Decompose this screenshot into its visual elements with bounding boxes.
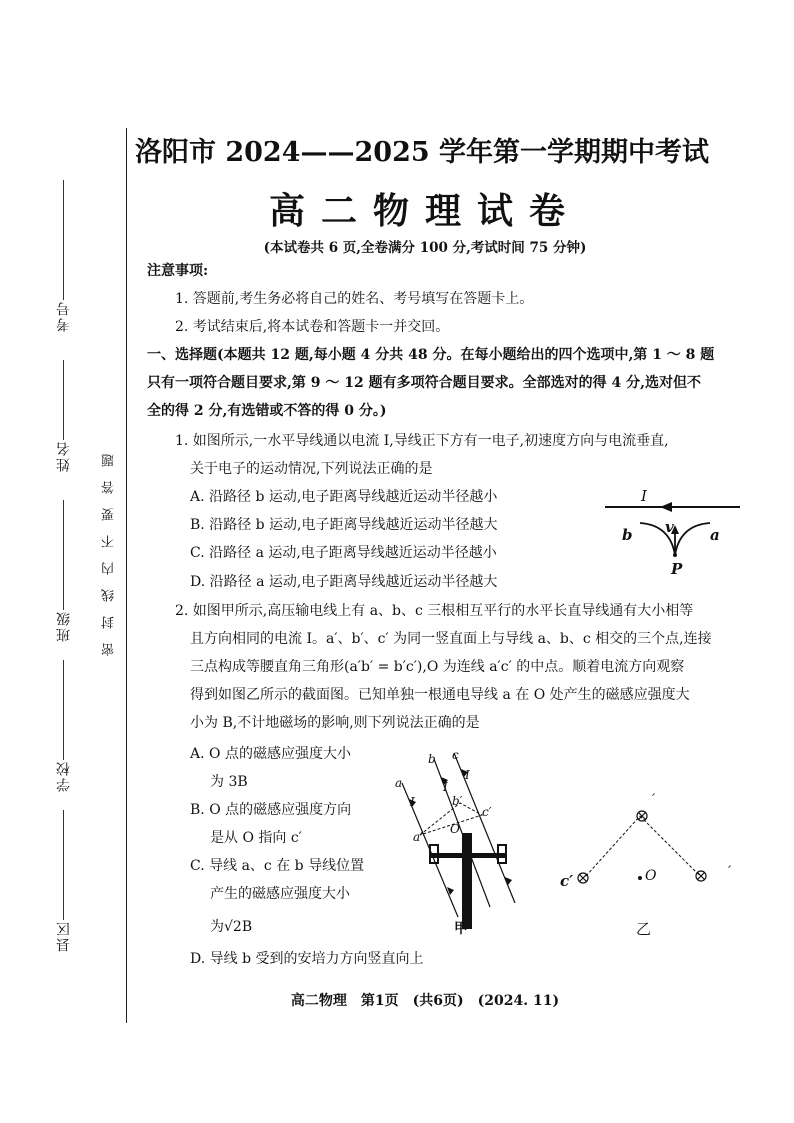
- jia-label-c: c: [452, 748, 459, 762]
- kaohao-label: 考号: [56, 300, 72, 332]
- xuexiao-rule: [63, 660, 64, 760]
- q2-option-c-cont: 为√2B: [210, 919, 253, 935]
- section-instruction: 全的得 2 分,有选错或不答的得 0 分。): [147, 403, 387, 419]
- jia-label-i2: I: [443, 780, 448, 794]
- q2-figure-jia: [390, 745, 530, 930]
- xingming-rule: [63, 360, 64, 440]
- yi-right-mark: ′: [728, 864, 732, 880]
- q1-current-arrow: [660, 502, 672, 512]
- yi-edge-left: [586, 816, 640, 876]
- jia-label-cp: c′: [482, 805, 492, 819]
- jia-label-o: O: [450, 822, 460, 836]
- notice-item: 2. 考试结束后,将本试卷和答题卡一并交回。: [175, 319, 450, 335]
- exam-info: (本试卷共 6 页,全卷满分 100 分,考试时间 75 分钟): [263, 240, 587, 256]
- yi-label-cp: c′: [560, 872, 574, 890]
- jia-label-i3: I: [465, 768, 470, 782]
- binding-line: [126, 128, 127, 1023]
- yi-caption: 乙: [636, 920, 652, 938]
- banji-rule: [63, 500, 64, 610]
- xuexiao-label: 学校: [56, 760, 72, 792]
- q1-electron: [673, 553, 677, 557]
- q2-option-a: A. O 点的磁感应强度大小: [190, 746, 351, 762]
- q1-label-p: P: [671, 560, 683, 578]
- exam-title: 洛阳市 2024——2025 学年第一学期期中考试: [134, 137, 710, 168]
- q2-option-b: B. O 点的磁感应强度方向: [190, 802, 352, 818]
- q1-stem: 1. 如图所示,一水平导线通以电流 I,导线正下方有一电子,初速度方向与电流垂直,: [175, 433, 669, 449]
- q1-label-i: I: [641, 487, 647, 505]
- q1-path-a: [675, 523, 710, 555]
- seal-notice: 密封线内不要答题: [102, 440, 117, 656]
- q1-stem: 关于电子的运动情况,下列说法正确的是: [190, 461, 433, 477]
- jia-label-ap: a′: [413, 830, 423, 844]
- yi-wire-b-symbol: [637, 811, 647, 821]
- q1-option-d: D. 沿路径 a 运动,电子距离导线越近运动半径越大: [190, 574, 498, 590]
- jia-label-i: I: [410, 795, 415, 809]
- yi-edge-right: [640, 816, 700, 876]
- q1-label-b: b: [622, 526, 633, 544]
- q2-stem: 三点构成等腰直角三角形(a′b′ = b′c′),O 为连线 a′c′ 的中点。顺着电流方向观察: [190, 659, 685, 675]
- q2-stem: 2. 如图甲所示,高压输电线上有 a、b、c 三根相互平行的水平长直导线通有大小相等: [175, 603, 694, 619]
- q2-stem: 且方向相同的电流 I。a′、b′、c′ 为同一竖直面上与导线 a、b、c 相交的三个点,连接: [190, 631, 712, 647]
- section-instruction: 只有一项符合题目要求,第 9 ～ 12 题有多项符合题目要求。全部选对的得 4 分,选对但不: [147, 375, 701, 391]
- jia-label-a: a: [395, 776, 403, 790]
- yi-wire-a-symbol: [696, 871, 706, 881]
- yi-wire-c-symbol: [578, 873, 588, 883]
- xianqu-rule: [63, 810, 64, 920]
- q2-stem: 小为 B,不计地磁场的影响,则下列说法正确的是: [190, 715, 480, 731]
- jia-label-bp: b′: [452, 794, 463, 808]
- q1-option-a: A. 沿路径 b 运动,电子距离导线越近运动半径越小: [190, 489, 498, 505]
- q2-option-a-cont: 为 3B: [210, 774, 248, 790]
- q2-option-c-cont: 产生的磁感应强度大小: [210, 886, 350, 902]
- q1-option-c: C. 沿路径 a 运动,电子距离导线越近运动半径越小: [190, 545, 497, 561]
- notice-item: 1. 答题前,考生务必将自己的姓名、考号填写在答题卡上。: [175, 291, 534, 307]
- q2-option-c: C. 导线 a、c 在 b 导线位置: [190, 858, 365, 874]
- q1-option-b: B. 沿路径 b 运动,电子距离导线越近运动半径越大: [190, 517, 498, 533]
- notice-heading: 注意事项:: [147, 263, 209, 279]
- jia-caption: 甲: [454, 921, 468, 937]
- q2-option-d: D. 导线 b 受到的安培力方向竖直向上: [190, 951, 424, 967]
- exam-subject: 高二物理试卷: [268, 190, 581, 232]
- banji-label: 班级: [56, 610, 72, 642]
- yi-point-o: [638, 876, 642, 880]
- crossarm: [430, 853, 506, 858]
- xianqu-label: 县区: [56, 920, 72, 952]
- q1-label-a: a: [710, 526, 720, 544]
- q1-label-v: v: [665, 518, 674, 536]
- section-instruction: 一、选择题(本题共 12 题,每小题 4 分共 48 分。在每小题给出的四个选项中,第 1 ～ 8 题: [147, 347, 715, 363]
- q2-option-b-cont: 是从 O 指向 c′: [210, 830, 302, 846]
- jia-label-b: b: [428, 752, 436, 766]
- xingming-label: 姓名: [56, 440, 72, 472]
- page-footer: 高二物理 第1页 (共6页) (2024. 11): [290, 993, 560, 1009]
- pole: [462, 833, 472, 929]
- q2-stem: 得到如图乙所示的截面图。已知单独一根通电导线 a 在 O 处产生的磁感应强度大: [190, 687, 690, 703]
- yi-top-mark: ′: [652, 792, 656, 808]
- yi-label-o: O: [645, 868, 657, 884]
